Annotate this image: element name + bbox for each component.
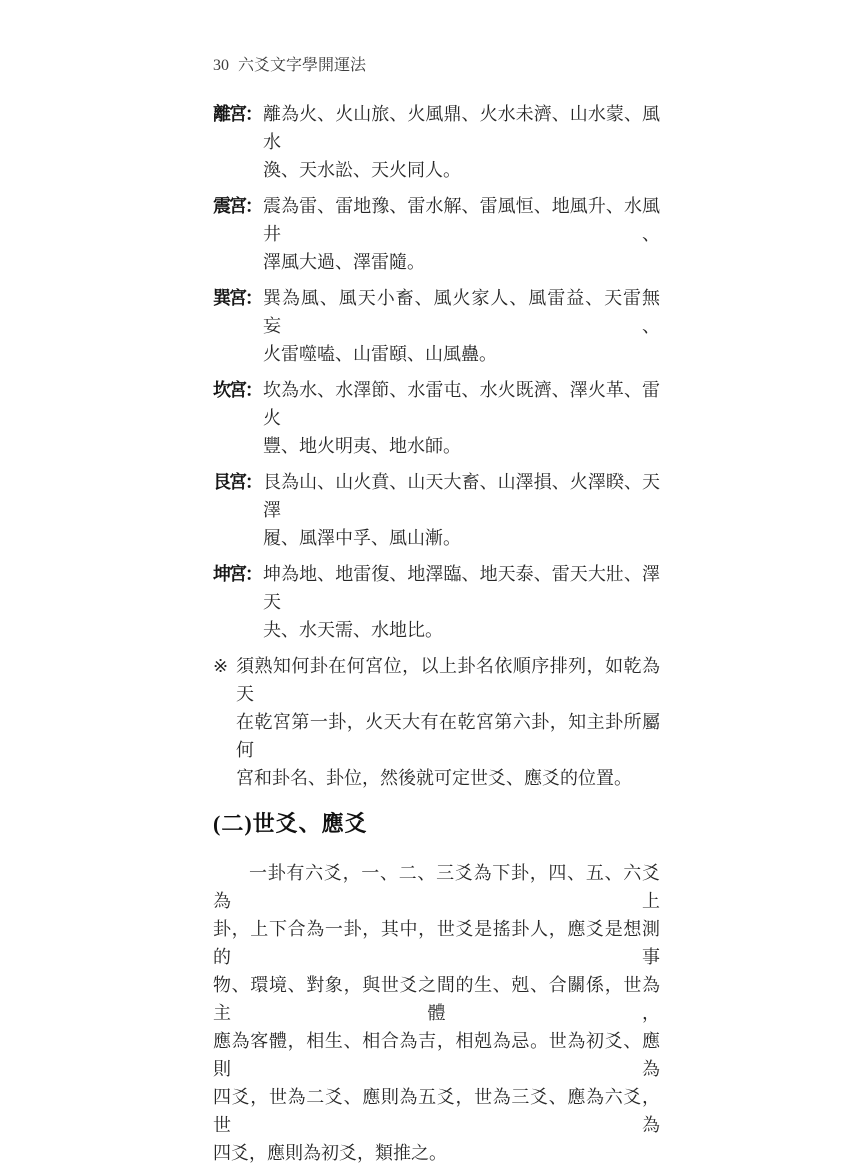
palace-entry-gen: [213, 468, 660, 552]
entry-text: [263, 100, 660, 184]
entry-line: 震為雷、雷地豫、雷水解、雷風恒、地風升、水風井、: [263, 196, 660, 244]
entry-text: [263, 376, 660, 460]
entry-line: 夬、水天需、水地比。: [263, 620, 443, 640]
entry-line: 離為火、火山旅、火風鼎、火水未濟、山水蒙、風水: [263, 104, 660, 152]
palace-entry-list: [213, 100, 660, 644]
entry-label: 震宮：: [213, 196, 261, 216]
palace-entry-kan: [213, 376, 660, 460]
entry-label: 離宮：: [213, 104, 261, 124]
entry-line: 澤風大過、澤雷隨。: [263, 252, 425, 272]
entry-line: 火雷噬嗑、山雷頤、山風蠱。: [263, 344, 497, 364]
paragraph-line: 卦，上下合為一卦，其中，世爻是搖卦人，應爻是想測的事: [213, 919, 660, 967]
entry-line: 履、風澤中孚、風山漸。: [263, 528, 461, 548]
book-title: 六爻文字學開運法: [238, 57, 367, 74]
palace-entry-kun: [213, 560, 660, 644]
entry-line: 渙、天水訟、天火同人。: [263, 160, 461, 180]
entry-label: 坤宮：: [213, 564, 261, 584]
entry-label: 巽宮：: [213, 288, 261, 308]
note-line: 宮和卦名、卦位，然後就可定世爻、應爻的位置。: [236, 768, 632, 788]
entry-text: [263, 192, 660, 276]
palace-entry-li: [213, 100, 660, 184]
body-paragraph: [213, 859, 660, 1167]
page-number: 30: [213, 57, 229, 74]
entry-line: 巽為風、風天小畜、風火家人、風雷益、天雷無妄、: [263, 288, 660, 336]
entry-text: [263, 560, 660, 644]
note-line: 在乾宮第一卦，火天大有在乾宮第六卦，知主卦所屬何: [236, 712, 660, 760]
entry-line: 坤為地、地雷復、地澤臨、地天泰、雷天大壯、澤天: [263, 564, 660, 612]
note-text: [236, 652, 660, 792]
entry-line: 坎為水、水澤節、水雷屯、水火既濟、澤火革、雷火: [263, 380, 660, 428]
note-line: 須熟知何卦在何宮位，以上卦名依順序排列，如乾為天: [236, 656, 660, 704]
entry-label: 艮宮：: [213, 472, 261, 492]
entry-line: 豐、地火明夷、地水師。: [263, 436, 461, 456]
reference-mark-icon: ※: [213, 656, 229, 676]
entry-line: 艮為山、山火賁、山天大畜、山澤損、火澤睽、天澤: [263, 472, 660, 520]
book-page: [213, 0, 660, 1167]
paragraph-line: 物、環境、對象，與世爻之間的生、剋、合關係，世為主體，: [213, 975, 660, 1023]
paragraph-line: 四爻，世為二爻、應則為五爻，世為三爻、應為六爻，世為: [213, 1087, 660, 1135]
note-block: [213, 652, 660, 792]
section-heading: (二)世爻、應爻: [213, 811, 368, 836]
paragraph-line: 四爻，應則為初爻，類推之。: [213, 1143, 447, 1163]
paragraph-line: 應為客體，相生、相合為吉，相剋為忌。世為初爻、應則為: [213, 1031, 660, 1079]
entry-text: [263, 284, 660, 368]
entry-text: [263, 468, 660, 552]
running-header: [213, 56, 660, 76]
palace-entry-zhen: [213, 192, 660, 276]
entry-label: 坎宮：: [213, 380, 261, 400]
palace-entry-xun: [213, 284, 660, 368]
paragraph-line: 一卦有六爻，一、二、三爻為下卦，四、五、六爻為上: [213, 863, 660, 911]
